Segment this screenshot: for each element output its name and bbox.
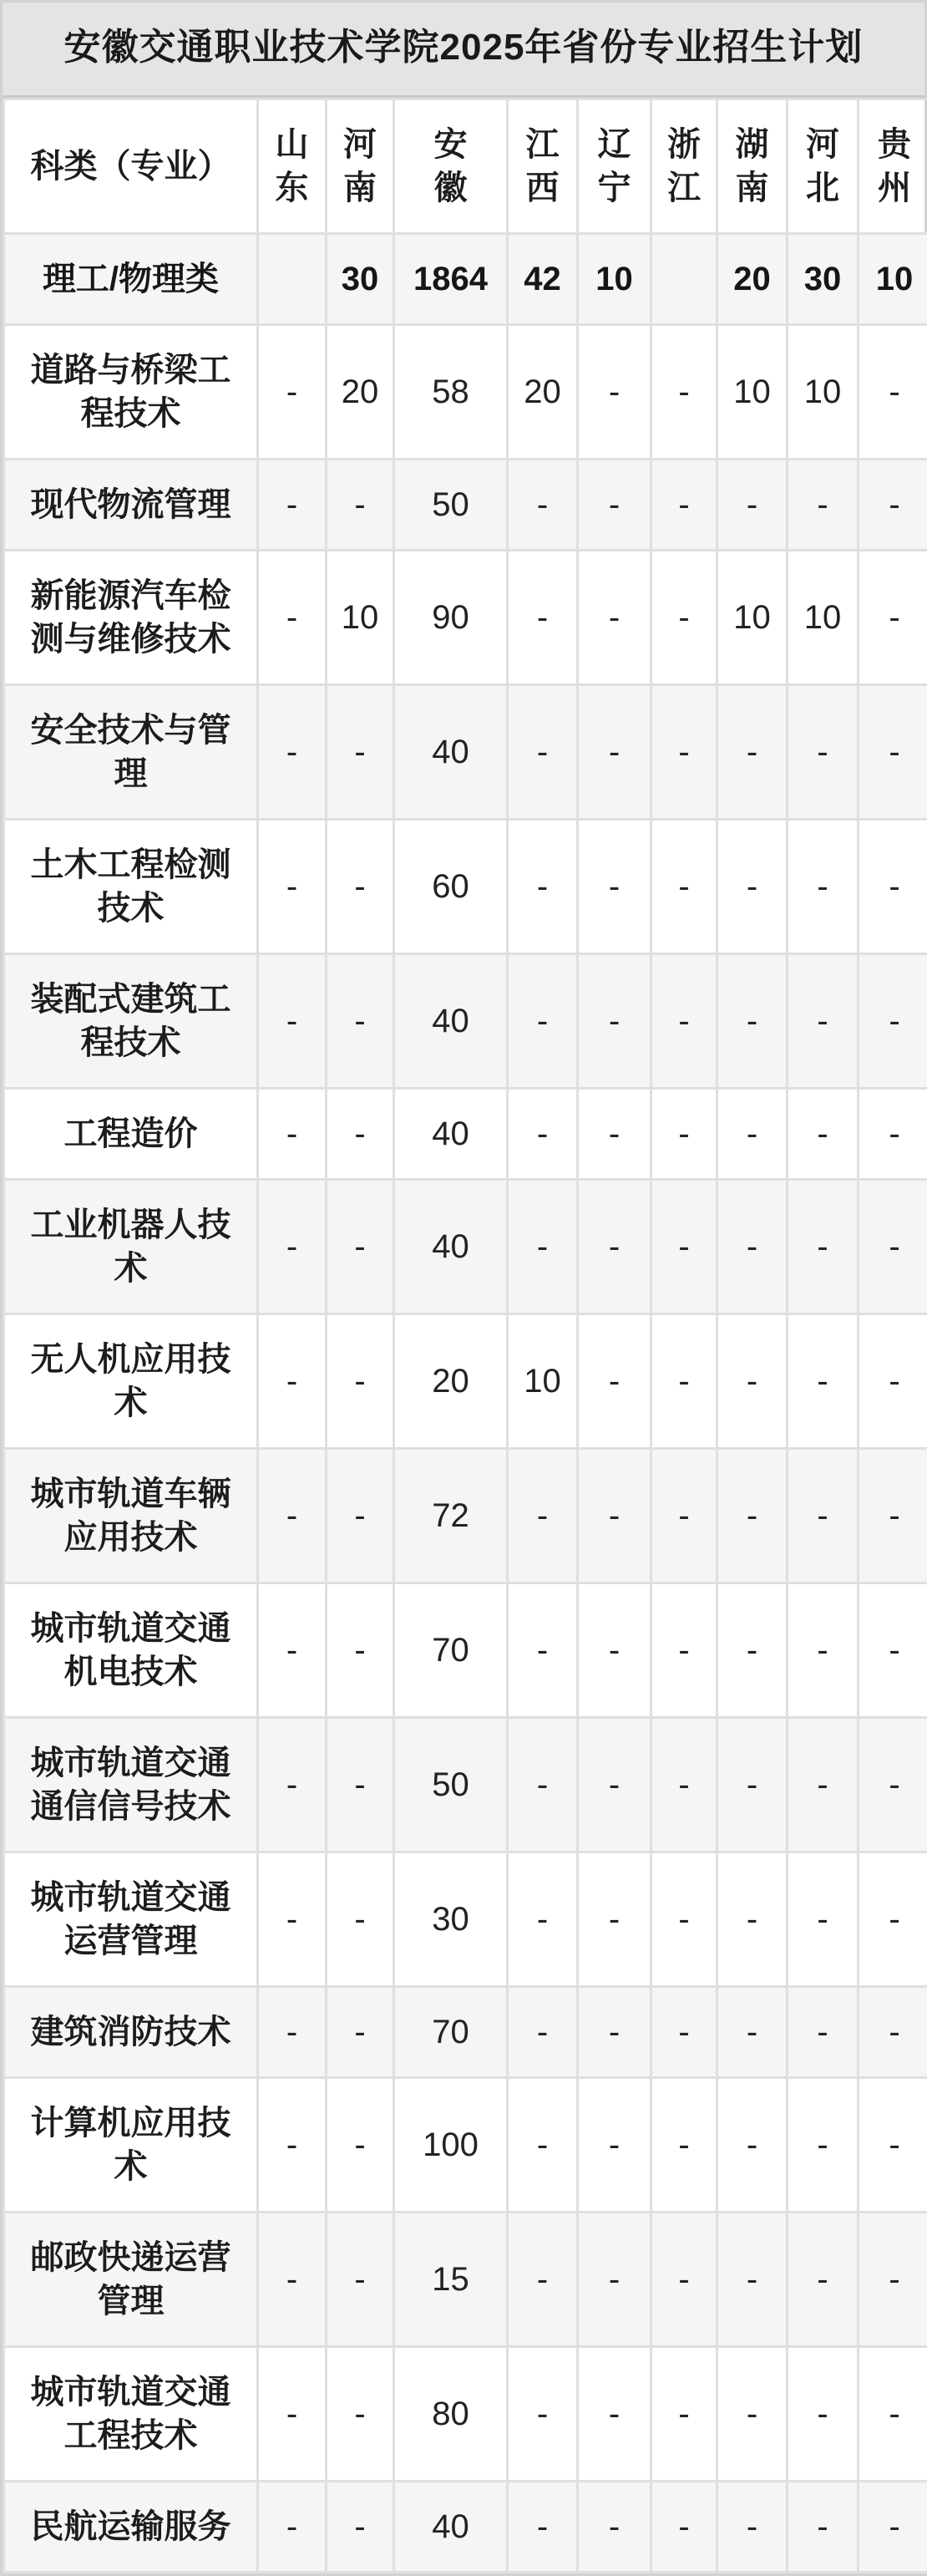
value-cell: - xyxy=(717,953,788,1088)
value-cell: - xyxy=(258,1179,327,1313)
value-cell: - xyxy=(859,2481,927,2572)
value-cell: 20 xyxy=(508,324,578,459)
table-row xyxy=(4,1088,927,1179)
table-row xyxy=(4,459,927,550)
value-cell: - xyxy=(578,2346,651,2481)
value-cell: - xyxy=(717,1986,788,2077)
province-header-label: 浙江 xyxy=(666,123,702,210)
value-cell: - xyxy=(508,1088,578,1179)
table-row xyxy=(4,324,927,459)
value-cell: - xyxy=(327,1313,394,1448)
province-header xyxy=(651,99,717,233)
value-cell xyxy=(651,233,717,324)
value-cell: - xyxy=(859,1448,927,1583)
value-cell: - xyxy=(258,324,327,459)
value-cell: - xyxy=(717,1583,788,1717)
value-cell: - xyxy=(508,2077,578,2212)
table-row xyxy=(4,1852,927,1986)
value-cell: - xyxy=(859,1583,927,1717)
value-cell: - xyxy=(788,684,859,819)
value-cell: - xyxy=(258,953,327,1088)
province-header-label: 贵州 xyxy=(876,123,912,210)
value-cell: 40 xyxy=(394,1088,508,1179)
value-cell: - xyxy=(258,1852,327,1986)
value-cell: - xyxy=(717,1717,788,1852)
table-row xyxy=(4,2346,927,2481)
value-cell: 10 xyxy=(717,324,788,459)
value-cell: - xyxy=(258,550,327,684)
value-cell: - xyxy=(258,1583,327,1717)
province-header-label: 山东 xyxy=(274,123,310,210)
value-cell: - xyxy=(578,684,651,819)
province-header-label: 安徽 xyxy=(433,123,469,210)
major-label: 建筑消防技术 xyxy=(4,1986,258,2077)
value-cell: 20 xyxy=(327,324,394,459)
table-row xyxy=(4,1583,927,1717)
value-cell: 20 xyxy=(717,233,788,324)
value-cell: - xyxy=(508,819,578,953)
value-cell: 58 xyxy=(394,324,508,459)
value-cell: - xyxy=(327,2077,394,2212)
value-cell: 40 xyxy=(394,953,508,1088)
value-cell: - xyxy=(578,1448,651,1583)
value-cell: 30 xyxy=(394,1852,508,1986)
value-cell: 100 xyxy=(394,2077,508,2212)
province-header xyxy=(859,99,927,233)
major-label: 计算机应用技术 xyxy=(4,2077,258,2212)
value-cell: 42 xyxy=(508,233,578,324)
value-cell: - xyxy=(788,1088,859,1179)
value-cell: - xyxy=(788,2212,859,2346)
major-label: 新能源汽车检测与维修技术 xyxy=(4,550,258,684)
value-cell: - xyxy=(508,2212,578,2346)
value-cell: - xyxy=(651,1448,717,1583)
value-cell: - xyxy=(717,2077,788,2212)
value-cell: 40 xyxy=(394,1179,508,1313)
major-label: 无人机应用技术 xyxy=(4,1313,258,1448)
value-cell: - xyxy=(717,459,788,550)
value-cell: - xyxy=(651,2481,717,2572)
value-cell: - xyxy=(651,1313,717,1448)
value-cell: - xyxy=(859,1986,927,2077)
province-header-label: 湖南 xyxy=(734,123,770,210)
value-cell: - xyxy=(258,2481,327,2572)
major-label: 装配式建筑工程技术 xyxy=(4,953,258,1088)
value-cell: - xyxy=(717,1179,788,1313)
value-cell: - xyxy=(508,2346,578,2481)
value-cell: - xyxy=(717,1852,788,1986)
value-cell: - xyxy=(859,2346,927,2481)
value-cell: 90 xyxy=(394,550,508,684)
value-cell: - xyxy=(788,2481,859,2572)
header-row xyxy=(4,99,927,233)
value-cell: 1864 xyxy=(394,233,508,324)
major-label: 邮政快递运营管理 xyxy=(4,2212,258,2346)
major-label: 安全技术与管理 xyxy=(4,684,258,819)
table-row xyxy=(4,550,927,684)
value-cell: 15 xyxy=(394,2212,508,2346)
value-cell: 10 xyxy=(788,324,859,459)
value-cell: - xyxy=(788,1852,859,1986)
value-cell: - xyxy=(578,1717,651,1852)
value-cell: - xyxy=(327,459,394,550)
value-cell: 10 xyxy=(717,550,788,684)
value-cell: - xyxy=(327,819,394,953)
value-cell: - xyxy=(788,459,859,550)
value-cell: - xyxy=(258,1088,327,1179)
major-label: 工程造价 xyxy=(4,1088,258,1179)
value-cell xyxy=(258,233,327,324)
value-cell: - xyxy=(717,684,788,819)
province-header xyxy=(788,99,859,233)
province-header xyxy=(508,99,578,233)
value-cell: - xyxy=(327,1179,394,1313)
value-cell: - xyxy=(578,1852,651,1986)
value-cell: - xyxy=(717,2481,788,2572)
value-cell: - xyxy=(578,324,651,459)
enrollment-table xyxy=(3,98,927,2573)
province-header xyxy=(327,99,394,233)
value-cell: - xyxy=(578,550,651,684)
value-cell: 50 xyxy=(394,459,508,550)
value-cell: - xyxy=(651,1986,717,2077)
value-cell: - xyxy=(788,1179,859,1313)
value-cell: - xyxy=(788,819,859,953)
value-cell: - xyxy=(788,1313,859,1448)
value-cell: - xyxy=(327,1448,394,1583)
major-label: 工业机器人技术 xyxy=(4,1179,258,1313)
major-label: 现代物流管理 xyxy=(4,459,258,550)
value-cell: - xyxy=(859,324,927,459)
major-label: 城市轨道交通工程技术 xyxy=(4,2346,258,2481)
value-cell: - xyxy=(651,1583,717,1717)
category-total-row xyxy=(4,233,927,324)
value-cell: - xyxy=(508,684,578,819)
value-cell: - xyxy=(651,819,717,953)
value-cell: - xyxy=(578,953,651,1088)
value-cell: 10 xyxy=(788,550,859,684)
value-cell: - xyxy=(859,1313,927,1448)
major-label: 理工/物理类 xyxy=(4,233,258,324)
table-row xyxy=(4,953,927,1088)
value-cell: - xyxy=(327,1717,394,1852)
value-cell: - xyxy=(651,2077,717,2212)
value-cell: - xyxy=(859,819,927,953)
value-cell: - xyxy=(788,953,859,1088)
value-cell: 72 xyxy=(394,1448,508,1583)
province-header-label: 辽宁 xyxy=(596,123,632,210)
value-cell: - xyxy=(578,1179,651,1313)
value-cell: - xyxy=(651,1717,717,1852)
table-row xyxy=(4,2077,927,2212)
value-cell: - xyxy=(859,1088,927,1179)
value-cell: 30 xyxy=(788,233,859,324)
value-cell: - xyxy=(651,684,717,819)
value-cell: - xyxy=(327,2481,394,2572)
value-cell: - xyxy=(258,1986,327,2077)
value-cell: - xyxy=(508,1986,578,2077)
value-cell: - xyxy=(508,2481,578,2572)
table-row xyxy=(4,1717,927,1852)
value-cell: - xyxy=(508,953,578,1088)
value-cell: - xyxy=(651,550,717,684)
value-cell: - xyxy=(258,684,327,819)
value-cell: - xyxy=(788,1448,859,1583)
value-cell: - xyxy=(859,2212,927,2346)
value-cell: - xyxy=(578,1986,651,2077)
value-cell: - xyxy=(258,1448,327,1583)
value-cell: - xyxy=(508,1448,578,1583)
value-cell: - xyxy=(327,1986,394,2077)
province-header xyxy=(578,99,651,233)
value-cell: - xyxy=(788,1717,859,1852)
province-header-label: 河南 xyxy=(342,123,377,210)
value-cell: - xyxy=(258,1717,327,1852)
value-cell: - xyxy=(508,459,578,550)
value-cell: - xyxy=(651,324,717,459)
table-row xyxy=(4,1179,927,1313)
major-label: 民航运输服务 xyxy=(4,2481,258,2572)
value-cell: - xyxy=(327,1852,394,1986)
major-label: 城市轨道车辆应用技术 xyxy=(4,1448,258,1583)
value-cell: - xyxy=(788,2346,859,2481)
major-label: 城市轨道交通运营管理 xyxy=(4,1852,258,1986)
value-cell: - xyxy=(258,459,327,550)
value-cell: - xyxy=(327,1583,394,1717)
value-cell: - xyxy=(717,1088,788,1179)
value-cell: - xyxy=(578,819,651,953)
value-cell: - xyxy=(859,1717,927,1852)
value-cell: - xyxy=(651,1179,717,1313)
major-label: 城市轨道交通通信信号技术 xyxy=(4,1717,258,1852)
value-cell: - xyxy=(717,1313,788,1448)
province-header-label: 河北 xyxy=(804,123,840,210)
table-row xyxy=(4,2481,927,2572)
value-cell: - xyxy=(578,459,651,550)
value-cell: - xyxy=(651,459,717,550)
value-cell: 10 xyxy=(859,233,927,324)
value-cell: - xyxy=(258,2346,327,2481)
category-column-header: 科类（专业） xyxy=(4,99,258,233)
value-cell: - xyxy=(508,550,578,684)
value-cell: - xyxy=(788,1986,859,2077)
value-cell: - xyxy=(651,1852,717,1986)
major-label: 道路与桥梁工程技术 xyxy=(4,324,258,459)
province-header xyxy=(258,99,327,233)
table-row xyxy=(4,819,927,953)
value-cell: - xyxy=(651,2346,717,2481)
value-cell: - xyxy=(859,684,927,819)
value-cell: - xyxy=(327,953,394,1088)
value-cell: - xyxy=(258,1313,327,1448)
value-cell: 30 xyxy=(327,233,394,324)
value-cell: - xyxy=(859,1179,927,1313)
value-cell: - xyxy=(508,1179,578,1313)
value-cell: - xyxy=(578,1583,651,1717)
major-label: 城市轨道交通机电技术 xyxy=(4,1583,258,1717)
value-cell: - xyxy=(651,1088,717,1179)
page-title: 安徽交通职业技术学院2025年省份专业招生计划 xyxy=(3,3,924,98)
value-cell: - xyxy=(859,2077,927,2212)
value-cell: - xyxy=(859,459,927,550)
value-cell: - xyxy=(578,2481,651,2572)
value-cell: 70 xyxy=(394,1986,508,2077)
table-row xyxy=(4,684,927,819)
value-cell: 40 xyxy=(394,684,508,819)
value-cell: - xyxy=(717,1448,788,1583)
value-cell: - xyxy=(859,953,927,1088)
value-cell: - xyxy=(258,2077,327,2212)
value-cell: - xyxy=(508,1852,578,1986)
value-cell: 10 xyxy=(578,233,651,324)
value-cell: - xyxy=(327,2346,394,2481)
value-cell: - xyxy=(788,1583,859,1717)
value-cell: - xyxy=(578,2077,651,2212)
value-cell: - xyxy=(258,2212,327,2346)
value-cell: - xyxy=(788,2077,859,2212)
value-cell: 70 xyxy=(394,1583,508,1717)
major-label: 土木工程检测技术 xyxy=(4,819,258,953)
province-header xyxy=(717,99,788,233)
value-cell: - xyxy=(717,2212,788,2346)
value-cell: - xyxy=(327,1088,394,1179)
value-cell: - xyxy=(327,684,394,819)
value-cell: - xyxy=(717,2346,788,2481)
table-row xyxy=(4,1313,927,1448)
value-cell: 60 xyxy=(394,819,508,953)
value-cell: - xyxy=(859,550,927,684)
table-row xyxy=(4,1448,927,1583)
value-cell: - xyxy=(508,1583,578,1717)
value-cell: - xyxy=(717,819,788,953)
value-cell: - xyxy=(508,1717,578,1852)
value-cell: 10 xyxy=(508,1313,578,1448)
value-cell: - xyxy=(578,2212,651,2346)
value-cell: 10 xyxy=(327,550,394,684)
province-header xyxy=(394,99,508,233)
value-cell: - xyxy=(651,953,717,1088)
value-cell: - xyxy=(327,2212,394,2346)
value-cell: 40 xyxy=(394,2481,508,2572)
value-cell: 50 xyxy=(394,1717,508,1852)
value-cell: 80 xyxy=(394,2346,508,2481)
value-cell: - xyxy=(258,819,327,953)
value-cell: 20 xyxy=(394,1313,508,1448)
value-cell: - xyxy=(859,1852,927,1986)
value-cell: - xyxy=(578,1313,651,1448)
province-header-label: 江西 xyxy=(524,123,560,210)
table-row xyxy=(4,1986,927,2077)
value-cell: - xyxy=(651,2212,717,2346)
table-row xyxy=(4,2212,927,2346)
value-cell: - xyxy=(578,1088,651,1179)
